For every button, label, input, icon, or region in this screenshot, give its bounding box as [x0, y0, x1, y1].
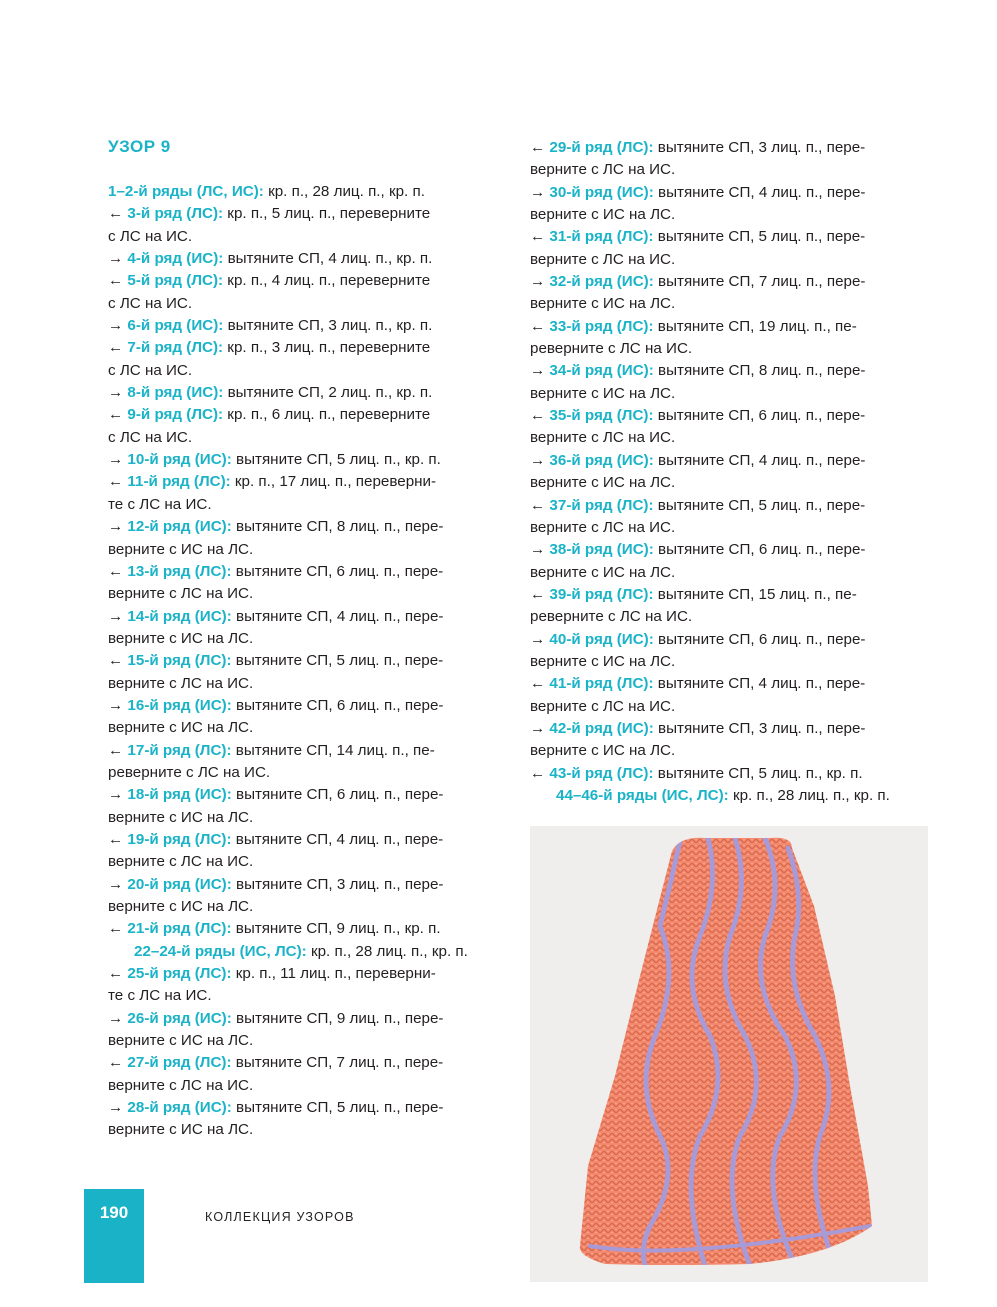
row-text: верните с ЛС на ИС. [530, 429, 676, 447]
row-label: 3-й ряд (ЛС): [127, 205, 224, 223]
instruction-line [530, 338, 930, 360]
arrow-left-icon: ← [108, 830, 128, 848]
instruction-line [108, 561, 508, 583]
row-text: вытяните СП, 15 лиц. п., пе- [653, 585, 857, 603]
instruction-line [530, 606, 930, 628]
arrow-right-icon: → [108, 317, 128, 335]
instruction-line [108, 427, 508, 449]
arrow-right-icon: → [530, 630, 550, 648]
instruction-line [530, 249, 930, 271]
arrow-right-icon: → [108, 250, 128, 268]
instruction-line [108, 650, 508, 672]
row-label: 1–2-й ряды (ЛС, ИС): [108, 183, 264, 200]
instruction-line [108, 874, 508, 896]
row-label: 16-й ряд (ИС): [127, 696, 232, 714]
instruction-line [530, 316, 930, 338]
instruction-line [108, 516, 508, 538]
row-label: 14-й ряд (ИС): [127, 607, 232, 625]
instruction-line [108, 829, 508, 851]
instruction-line [108, 226, 508, 248]
row-label: 42-й ряд (ИС): [549, 719, 654, 737]
row-label: 28-й ряд (ИС): [127, 1099, 232, 1117]
arrow-left-icon: ← [530, 585, 550, 603]
row-label: 44–46-й ряды (ИС, ЛС): [556, 786, 729, 804]
row-text: вытяните СП, 4 лиц. п., пере- [653, 183, 866, 201]
row-text: верните с ИС на ЛС. [108, 898, 254, 915]
instruction-line [530, 696, 930, 718]
instruction-line [530, 226, 930, 248]
arrow-left-icon: ← [530, 407, 550, 425]
arrow-right-icon: → [530, 541, 550, 559]
instruction-line [108, 963, 508, 985]
row-label: 31-й ряд (ЛС): [549, 228, 654, 246]
instruction-line [108, 941, 508, 963]
instruction-line [530, 182, 930, 204]
row-label: 38-й ряд (ИС): [549, 541, 654, 559]
row-text: вытяните СП, 7 лиц. п., пере- [231, 1054, 444, 1072]
arrow-left-icon: ← [530, 228, 550, 246]
row-text: верните с ИС на ЛС. [108, 1032, 254, 1050]
arrow-left-icon: ← [530, 496, 550, 514]
pattern-title: УЗОР 9 [108, 137, 171, 156]
instruction-line [530, 427, 930, 449]
instruction-line [108, 918, 508, 940]
row-label: 20-й ряд (ИС): [127, 875, 232, 893]
row-text: вытяните СП, 2 лиц. п., кр. п. [223, 384, 433, 402]
arrow-right-icon: → [108, 384, 128, 402]
row-text: вытяните СП, 4 лиц. п., пере- [653, 451, 866, 469]
row-label: 30-й ряд (ИС): [549, 183, 654, 201]
row-text: верните с ЛС на ИС. [530, 161, 676, 179]
row-text: те с ЛС на ИС. [108, 495, 212, 513]
arrow-right-icon: → [530, 451, 550, 469]
instruction-line [108, 851, 508, 873]
instruction-line [530, 159, 930, 181]
row-label: 34-й ряд (ИС): [549, 362, 654, 380]
row-label: 41-й ряд (ЛС): [549, 675, 654, 693]
row-text: с ЛС на ИС. [108, 227, 193, 245]
arrow-left-icon: ← [108, 339, 128, 357]
row-label: 37-й ряд (ЛС): [549, 496, 654, 514]
row-text: кр. п., 17 лиц. п., переверни- [230, 473, 437, 491]
row-text: с ЛС на ИС. [108, 428, 193, 446]
arrow-left-icon: ← [108, 406, 128, 424]
row-label: 39-й ряд (ЛС): [549, 585, 654, 603]
arrow-right-icon: → [108, 1009, 128, 1027]
instruction-line [108, 1008, 508, 1030]
instruction-line [108, 896, 508, 918]
right-column [530, 137, 930, 807]
row-text: вытяните СП, 4 лиц. п., пере- [653, 675, 866, 693]
arrow-left-icon: ← [108, 652, 128, 670]
row-label: 8-й ряд (ИС): [127, 384, 224, 402]
row-label: 22–24-й ряды (ИС, ЛС): [134, 942, 307, 960]
row-text: вытяните СП, 3 лиц. п., пере- [653, 139, 866, 156]
row-text: вытяните СП, 4 лиц. п., кр. п. [223, 250, 433, 268]
instruction-line [108, 583, 508, 605]
row-label: 40-й ряд (ИС): [549, 630, 654, 648]
row-text: вытяните СП, 6 лиц. п., пере- [653, 630, 866, 648]
instruction-line [108, 539, 508, 561]
instruction-line [108, 673, 508, 695]
row-text: вытяните СП, 5 лиц. п., кр. п. [231, 451, 441, 469]
arrow-right-icon: → [108, 875, 128, 893]
row-label: 17-й ряд (ЛС): [127, 741, 232, 759]
row-text: вытяните СП, 5 лиц. п., пере- [231, 1099, 444, 1117]
row-text: вытяните СП, 4 лиц. п., пере- [231, 607, 444, 625]
arrow-right-icon: → [530, 362, 550, 380]
row-label: 25-й ряд (ЛС): [127, 965, 232, 983]
row-text: с ЛС на ИС. [108, 361, 193, 379]
row-label: 26-й ряд (ИС): [127, 1009, 232, 1027]
row-text: верните с ЛС на ИС. [530, 697, 676, 715]
instruction-line [530, 204, 930, 226]
row-text: реверните с ЛС на ИС. [530, 608, 693, 626]
instruction-line [530, 673, 930, 695]
arrow-left-icon: ← [530, 317, 550, 335]
instruction-line [108, 494, 508, 516]
knitted-swatch-illustration [530, 826, 928, 1282]
instruction-line [530, 785, 930, 807]
instruction-line [108, 606, 508, 628]
row-text: верните с ИС на ЛС. [108, 808, 254, 826]
row-text: верните с ИС на ЛС. [530, 563, 676, 581]
row-text: вытяните СП, 5 лиц. п., пере- [653, 228, 866, 246]
row-text: с ЛС на ИС. [108, 294, 193, 312]
instruction-line [530, 495, 930, 517]
instruction-line [530, 584, 930, 606]
row-text: реверните с ЛС на ИС. [108, 763, 271, 781]
row-label: 36-й ряд (ИС): [549, 451, 654, 469]
row-text: кр. п., 28 лиц. п., кр. п. [306, 942, 468, 960]
row-text: реверните с ЛС на ИС. [530, 340, 693, 358]
row-label: 10-й ряд (ИС): [127, 451, 232, 469]
arrow-right-icon: → [530, 719, 550, 737]
row-text: вытяните СП, 3 лиц. п., кр. п. [223, 317, 433, 335]
row-text: верните с ЛС на ИС. [530, 250, 676, 268]
row-label: 6-й ряд (ИС): [127, 317, 224, 335]
instruction-line [530, 517, 930, 539]
knitted-swatch-photo [530, 826, 928, 1282]
row-text: кр. п., 28 лиц. п., кр. п. [728, 786, 890, 804]
row-label: 19-й ряд (ЛС): [127, 830, 232, 848]
instruction-line [108, 695, 508, 717]
row-text: вытяните СП, 6 лиц. п., пере- [231, 786, 444, 804]
instruction-line [108, 337, 508, 359]
instruction-line [108, 315, 508, 337]
instruction-line [530, 405, 930, 427]
row-text: вытяните СП, 4 лиц. п., пере- [231, 830, 444, 848]
row-label: 35-й ряд (ЛС): [549, 407, 654, 425]
row-label: 9-й ряд (ЛС): [127, 406, 224, 424]
row-text: верните с ИС на ЛС. [530, 652, 676, 670]
arrow-left-icon: ← [108, 473, 128, 491]
instruction-line [108, 807, 508, 829]
row-text: вытяните СП, 5 лиц. п., кр. п. [653, 764, 863, 782]
instruction-line [108, 1119, 508, 1141]
row-label: 11-й ряд (ЛС): [127, 473, 231, 491]
row-label: 43-й ряд (ЛС): [549, 764, 654, 782]
instruction-line [530, 293, 930, 315]
row-text: вытяните СП, 19 лиц. п., пе- [653, 317, 857, 335]
row-label: 12-й ряд (ИС): [127, 518, 232, 536]
arrow-right-icon: → [108, 696, 128, 714]
row-label: 13-й ряд (ЛС): [127, 562, 232, 580]
row-text: вытяните СП, 5 лиц. п., пере- [231, 652, 444, 670]
arrow-left-icon: ← [530, 675, 550, 693]
instruction-line [108, 293, 508, 315]
row-text: верните с ИС на ЛС. [530, 742, 676, 760]
arrow-left-icon: ← [108, 741, 128, 759]
row-text: вытяните СП, 6 лиц. п., пере- [653, 407, 866, 425]
arrow-right-icon: → [530, 273, 550, 291]
page-number: 190 [99, 1203, 129, 1222]
row-text: верните с ЛС на ИС. [108, 585, 254, 603]
instruction-line [530, 360, 930, 382]
instruction-line [108, 1075, 508, 1097]
instruction-line [530, 383, 930, 405]
arrow-right-icon: → [108, 786, 128, 804]
arrow-right-icon: → [108, 451, 128, 469]
row-text: кр. п., 5 лиц. п., переверните [223, 205, 431, 223]
instruction-line [530, 271, 930, 293]
row-text: кр. п., 6 лиц. п., переверните [223, 406, 431, 424]
row-text: вытяните СП, 6 лиц. п., пере- [653, 541, 866, 559]
instruction-line [530, 651, 930, 673]
section-title: КОЛЛЕКЦИЯ УЗОРОВ [205, 1210, 355, 1224]
instruction-line [530, 763, 930, 785]
row-text: вытяните СП, 6 лиц. п., пере- [231, 696, 444, 714]
row-text: вытяните СП, 9 лиц. п., кр. п. [231, 920, 441, 938]
arrow-left-icon: ← [530, 764, 550, 782]
instruction-line [108, 404, 508, 426]
row-text: вытяните СП, 3 лиц. п., пере- [653, 719, 866, 737]
row-text: верните с ЛС на ИС. [108, 674, 254, 692]
row-text: те с ЛС на ИС. [108, 987, 212, 1005]
arrow-left-icon: ← [108, 920, 128, 938]
row-text: верните с ЛС на ИС. [108, 1076, 254, 1094]
row-text: вытяните СП, 7 лиц. п., пере- [653, 273, 866, 291]
arrow-left-icon: ← [108, 965, 128, 983]
instruction-line [108, 449, 508, 471]
instruction-line [530, 472, 930, 494]
row-text: вытяните СП, 5 лиц. п., пере- [653, 496, 866, 514]
row-text: верните с ИС на ЛС. [108, 540, 254, 558]
row-label: 29-й ряд (ЛС): [549, 139, 654, 156]
instruction-line [530, 740, 930, 762]
instruction-line [108, 740, 508, 762]
row-text: вытяните СП, 14 лиц. п., пе- [231, 741, 435, 759]
instruction-line [530, 137, 930, 159]
row-text: верните с ИС на ЛС. [530, 384, 676, 402]
arrow-left-icon: ← [108, 562, 128, 580]
instruction-line [108, 628, 508, 650]
row-text: вытяните СП, 9 лиц. п., пере- [231, 1009, 444, 1027]
arrow-left-icon: ← [108, 205, 128, 223]
row-text: верните с ИС на ЛС. [530, 206, 676, 224]
instruction-line [108, 717, 508, 739]
row-text: вытяните СП, 6 лиц. п., пере- [231, 562, 444, 580]
row-text: верните с ИС на ЛС. [108, 629, 254, 647]
row-text: верните с ИС на ЛС. [530, 474, 676, 492]
row-text: кр. п., 28 лиц. п., кр. п. [263, 183, 425, 200]
instruction-line [108, 270, 508, 292]
row-text: верните с ИС на ЛС. [108, 719, 254, 737]
row-text: кр. п., 11 лиц. п., переверни- [231, 965, 436, 983]
instruction-line [108, 762, 508, 784]
arrow-right-icon: → [108, 518, 128, 536]
row-label: 27-й ряд (ЛС): [127, 1054, 232, 1072]
row-label: 15-й ряд (ЛС): [127, 652, 232, 670]
arrow-right-icon: → [530, 183, 550, 201]
instruction-line [108, 784, 508, 806]
instruction-line [108, 471, 508, 493]
row-label: 33-й ряд (ЛС): [549, 317, 654, 335]
row-text: верните с ИС на ЛС. [108, 1121, 254, 1139]
row-label: 21-й ряд (ЛС): [127, 920, 232, 938]
row-label: 32-й ряд (ИС): [549, 273, 654, 291]
instruction-line [530, 629, 930, 651]
row-text: вытяните СП, 8 лиц. п., пере- [653, 362, 866, 380]
row-text: кр. п., 4 лиц. п., переверните [223, 272, 431, 290]
instruction-line [108, 360, 508, 382]
arrow-right-icon: → [108, 607, 128, 625]
instruction-line [108, 985, 508, 1007]
instruction-line [108, 181, 508, 203]
arrow-right-icon: → [108, 1099, 128, 1117]
row-text: верните с ЛС на ИС. [108, 853, 254, 871]
row-label: 5-й ряд (ЛС): [127, 272, 224, 290]
row-label: 7-й ряд (ЛС): [127, 339, 224, 357]
row-text: вытяните СП, 8 лиц. п., пере- [231, 518, 444, 536]
instruction-line [530, 450, 930, 472]
row-label: 18-й ряд (ИС): [127, 786, 232, 804]
row-label: 4-й ряд (ИС): [127, 250, 224, 268]
row-text: верните с ИС на ЛС. [530, 295, 676, 313]
left-column [108, 181, 508, 1142]
arrow-left-icon: ← [530, 139, 550, 156]
instruction-line [108, 248, 508, 270]
row-text: кр. п., 3 лиц. п., переверните [223, 339, 431, 357]
instruction-line [108, 382, 508, 404]
instruction-line [108, 203, 508, 225]
instruction-line [530, 562, 930, 584]
row-text: вытяните СП, 3 лиц. п., пере- [231, 875, 444, 893]
row-text: верните с ЛС на ИС. [530, 518, 676, 536]
instruction-line [530, 539, 930, 561]
arrow-left-icon: ← [108, 272, 128, 290]
instruction-line [108, 1097, 508, 1119]
instruction-line [108, 1030, 508, 1052]
instruction-line [530, 718, 930, 740]
instruction-line [108, 1052, 508, 1074]
arrow-left-icon: ← [108, 1054, 128, 1072]
